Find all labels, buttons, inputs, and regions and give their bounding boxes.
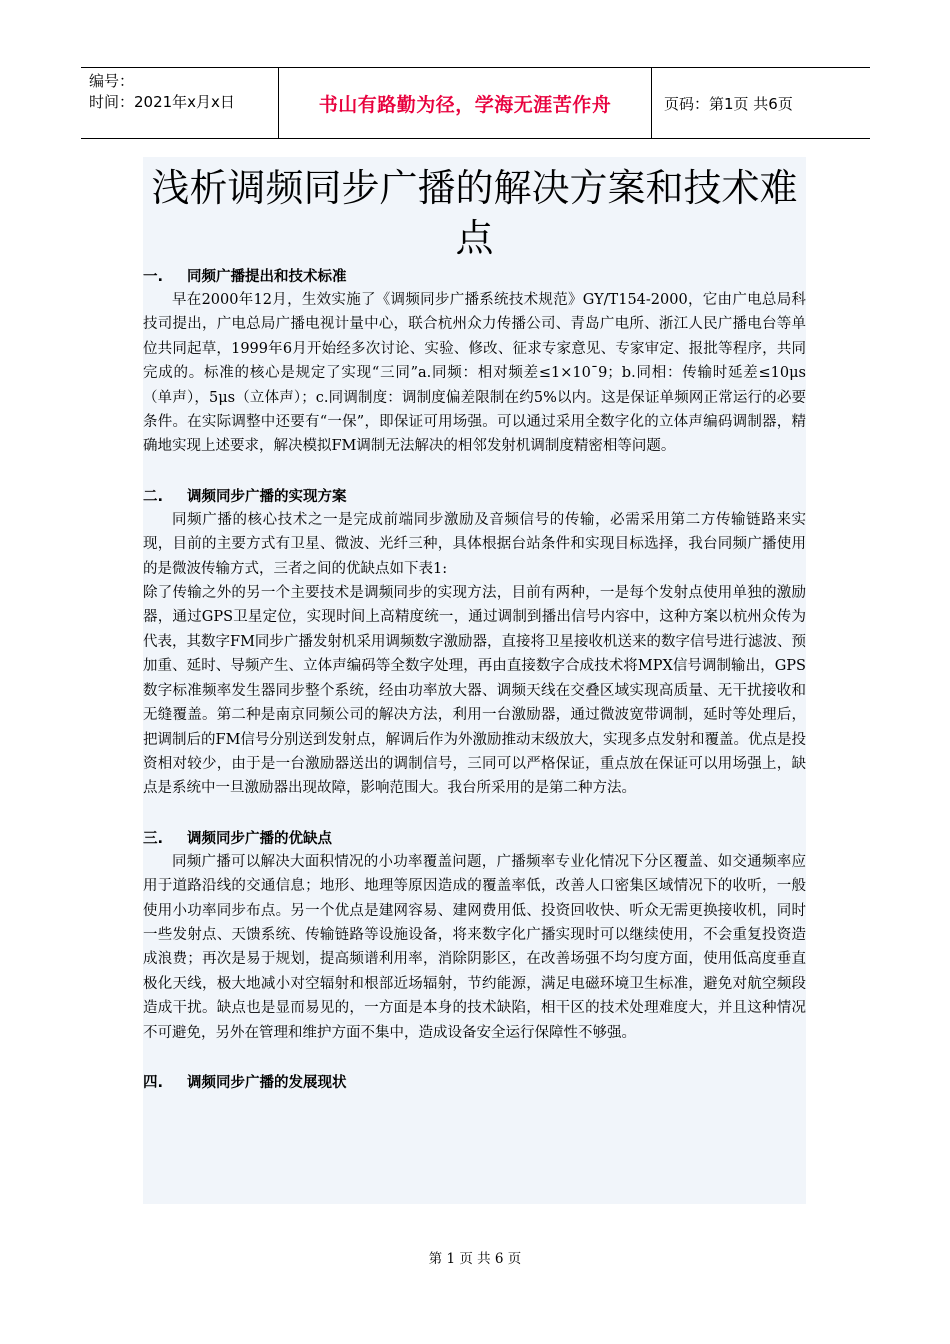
section-heading [143, 486, 806, 508]
section-heading [143, 266, 806, 288]
paragraph: 同频广播的核心技术之一是完成前端同步激励及音频信号的传输，必需采用第二方传输链路来实现，目前的主要方式有卫星、微波、光纤三种，具体根据台站条件和实现目标选择，我台同频广播使用的是微波传输方式，三者之间的优缺点如下表1: [143, 511, 806, 577]
page-footer: 第 1 页 共 6 页 [428, 1251, 522, 1267]
spacer [143, 1045, 806, 1069]
section-title: 调频同步广播的优缺点 [187, 830, 332, 847]
document-date: 时间：2021年x月x日 [89, 93, 235, 111]
section-4 [143, 1072, 806, 1094]
header-page-info: 页码：第1页 共6页 [664, 94, 793, 113]
paragraph: 除了传输之外的另一个主要技术是调频同步的实现方法，目前有两种，一是每个发射点使用单独的激励器，通过GPS卫星定位，实现时间上高精度统一，通过调制到播出信号内容中，这种方案以杭州众传为代表，其数字FM同步广播发射机采用调频数字激励器，直接将卫星接收机送来的数字信号进行滤波、预加重、延时、导频产生、立体声编码等全数字处理，再由直接数字合成技术将MPX信号调制输出，GPS数字标准频率发生器同步整个系统，经由功率放大器、调频天线在交叠区域实现高质量、无干扰接收和无缝覆盖。第二种是南京同频公司的解决方法，利用一台激励器，通过微波宽带调制，延时等处理后，把调制后的FM信号分别送到发射点，解调后作为外激励推动末级放大，实现多点发射和覆盖。优点是投资相对较少，由于是一台激励器送出的调制信号，三同可以严格保证，重点放在保证可以用场强上，缺点是系统中一旦激励器出现故障，影响范围大。我台所采用的是第二种方法。 [143, 585, 806, 797]
section-number: 一. [143, 269, 164, 285]
paragraph: 同频广播可以解决大面积情况的小功率覆盖问题，广播频率专业化情况下分区覆盖、如交通频率应用于道路沿线的交通信息；地形、地理等原因造成的覆盖率低，改善人口密集区域情况下的收听，一般使用小功率同步布点。另一个优点是建网容易、建网费用低、投资回收快、听众无需更换接收机，同时一些发射点、天馈系统、传输链路等设施设备，将来数字化广播实现时可以继续使用，不会重复投资造成浪费；再次是易于规划，提高频谱利用率，消除阴影区，在改善场强不均匀度方面，使用低高度垂直极化天线，极大地减小对空辐射和根部近场辐射，节约能源，满足电磁环境卫生标准，避免对航空频段造成干扰。缺点也是显而易见的，一方面是本身的技术缺陷，相干区的技术处理难度大，并且这种情况不可避免，另外在管理和维护方面不集中，造成设备安全运行保障性不够强。 [143, 853, 806, 1041]
header-meta [81, 68, 279, 138]
section-2 [143, 486, 806, 801]
page-header [81, 67, 870, 139]
header-motto: 书山有路勤为径，学海无涯苦作舟 [279, 68, 652, 138]
section-3 [143, 828, 806, 1045]
section-number: 三. [143, 830, 164, 847]
section-1 [143, 266, 806, 459]
spacer [143, 459, 806, 483]
document-number-label: 编号： [89, 72, 135, 90]
section-title: 调频同步广播的发展现状 [187, 1074, 347, 1091]
document-body [143, 157, 806, 1204]
section-number: 四. [143, 1074, 164, 1091]
spacer [143, 801, 806, 825]
section-number: 二. [143, 488, 164, 505]
section-heading [143, 1072, 806, 1094]
section-title: 同频广播提出和技术标准 [187, 269, 347, 285]
section-title: 调频同步广播的实现方案 [187, 488, 347, 505]
document-title: 浅析调频同步广播的解决方案和技术难点 [151, 166, 798, 260]
paragraph: 早在2000年12月，生效实施了《调频同步广播系统技术规范》GY/T154-2000，它由广电总局科技司提出，广电总局广播电视计量中心，联合杭州众力传播公司、青岛广电所、浙江人民广播电台等单位共同起草，1999年6月开始经多次讨论、实验、修改、征求专家意见、专家审定、报批等程序，共同完成的。标准的核心是规定了实现“三同”a.同频：相对频差≤1×10ˉ9；b.同相：传输时延差≤10μs（单声），5μs（立体声）；c.同调制度：调制度偏差限制在约5%以内。这是保证单频网正常运行的必要条件。在实际调整中还要有“一保”，即保证可用场强。可以通过采用全数字化的立体声编码调制器，精确地实现上述要求，解决模拟FM调制无法解决的相邻发射机调制度精密相等问题。 [143, 292, 806, 455]
section-heading [143, 828, 806, 850]
